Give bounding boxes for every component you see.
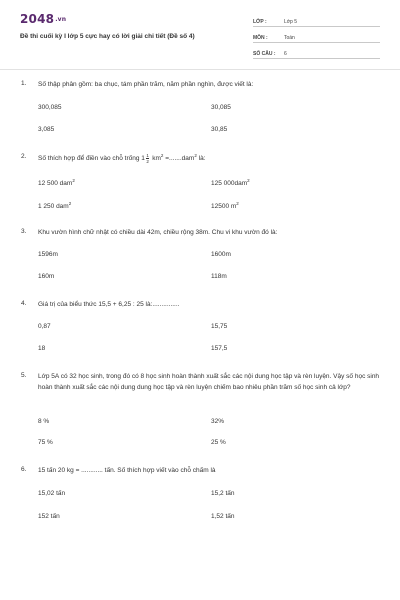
question-text: 15 tấn 20 kg = ............ tấn. Số thích hợp viết vào chỗ chấm là xyxy=(38,467,216,474)
exam-title: Đề thi cuối kỳ I lớp 5 cực hay có lời giải chi tiết (Đề số 4) xyxy=(20,33,195,40)
question-number: 2. xyxy=(21,153,27,160)
option-text: 12500 m xyxy=(211,203,237,210)
meta-row-subject xyxy=(253,30,380,43)
answer-option[interactable]: 32% xyxy=(211,418,225,425)
meta-value: Toán xyxy=(284,35,295,41)
answer-option[interactable]: 118m xyxy=(211,273,227,280)
question-text-start: Số thích hợp để điền vào chỗ trống 1 xyxy=(38,155,145,163)
answer-option[interactable]: 160m xyxy=(38,273,55,280)
option-superscript: 2 xyxy=(247,177,250,183)
answer-option[interactable]: 25 % xyxy=(211,439,226,446)
question-text: Lớp 5A có 32 học sinh, trong đó có 8 học sinh hoàn thành xuất sắc các nội dung học tập và rèn luyện. Vậy số học sinh hoàn thành xuất sắc các nội dung dung học tập và rèn luyện chiếm bao nhiêu phần trăm số học sinh cả lớp? xyxy=(38,373,380,391)
answer-option[interactable] xyxy=(38,177,75,187)
unit-superscript: 2 xyxy=(160,153,164,159)
header xyxy=(0,0,400,62)
question-text-end: là: xyxy=(196,155,206,163)
answer-option[interactable]: 8 % xyxy=(38,418,50,425)
answer-option[interactable]: 1600m xyxy=(211,251,231,258)
question-text: Giá trị của biểu thức 15,5 + 6,25 : 25 là:............... xyxy=(38,301,180,308)
answer-option[interactable]: 152 tấn xyxy=(38,513,60,520)
answer-option[interactable]: 300,085 xyxy=(38,104,62,111)
option-text: 12 500 dam xyxy=(38,180,73,187)
meta-label: SỐ CÂU : xyxy=(253,51,276,57)
answer-option[interactable] xyxy=(38,200,72,210)
option-text: 125 000dam xyxy=(211,180,248,187)
logo-suffix: .vn xyxy=(55,16,67,23)
answer-option[interactable]: 15,2 tấn xyxy=(211,490,235,497)
fraction-denominator: 2 xyxy=(146,159,149,164)
answer-option[interactable]: 3,085 xyxy=(38,126,55,133)
question-text xyxy=(38,153,380,165)
blank-dam: =.......dam xyxy=(163,155,195,163)
answer-option[interactable]: 0,87 xyxy=(38,323,51,330)
meta-row-count xyxy=(253,46,380,59)
logo-text: 2048 xyxy=(20,12,55,26)
exam-meta xyxy=(253,14,380,62)
answer-option[interactable]: 75 % xyxy=(38,439,53,446)
question-number: 5. xyxy=(21,372,27,379)
option-superscript: 2 xyxy=(236,200,239,206)
question-text: Số thập phân gồm: ba chục, tám phần trăm, năm phần nghìn, được viết là: xyxy=(38,81,254,88)
answer-option[interactable]: 30,85 xyxy=(211,126,228,133)
answer-option[interactable]: 18 xyxy=(38,345,46,352)
option-superscript: 2 xyxy=(68,200,72,206)
answer-option[interactable]: 15,75 xyxy=(211,323,228,330)
answer-option[interactable]: 1596m xyxy=(38,251,58,258)
fraction-numerator: 1 xyxy=(146,153,149,158)
answer-option[interactable]: 157,5 xyxy=(211,345,228,352)
question-number: 4. xyxy=(21,300,27,307)
question-number: 1. xyxy=(21,80,27,87)
option-superscript: 2 xyxy=(72,177,75,183)
meta-value: 6 xyxy=(284,51,287,57)
meta-label: MÔN : xyxy=(253,35,268,41)
answer-option[interactable] xyxy=(211,200,239,210)
question-number: 3. xyxy=(21,228,27,235)
site-logo[interactable] xyxy=(20,12,66,26)
meta-value: Lớp 5 xyxy=(284,19,298,25)
answer-option[interactable]: 30,085 xyxy=(211,104,231,111)
meta-row-class xyxy=(253,14,380,27)
question-number: 6. xyxy=(21,466,27,473)
meta-label: LỚP : xyxy=(253,19,267,25)
answer-option[interactable]: 15,02 tấn xyxy=(38,490,66,497)
option-text: 1 250 dam xyxy=(38,203,69,210)
question-text: Khu vườn hình chữ nhật có chiều dài 42m, chiều rộng 38m. Chu vi khu vườn đó là: xyxy=(38,229,278,236)
answer-option[interactable]: 1,52 tấn xyxy=(211,513,235,520)
header-divider xyxy=(0,69,400,70)
unit-km: km xyxy=(150,155,161,163)
unit-superscript: 2 xyxy=(194,153,197,159)
answer-option[interactable] xyxy=(211,177,250,187)
mixed-fraction xyxy=(146,153,150,164)
